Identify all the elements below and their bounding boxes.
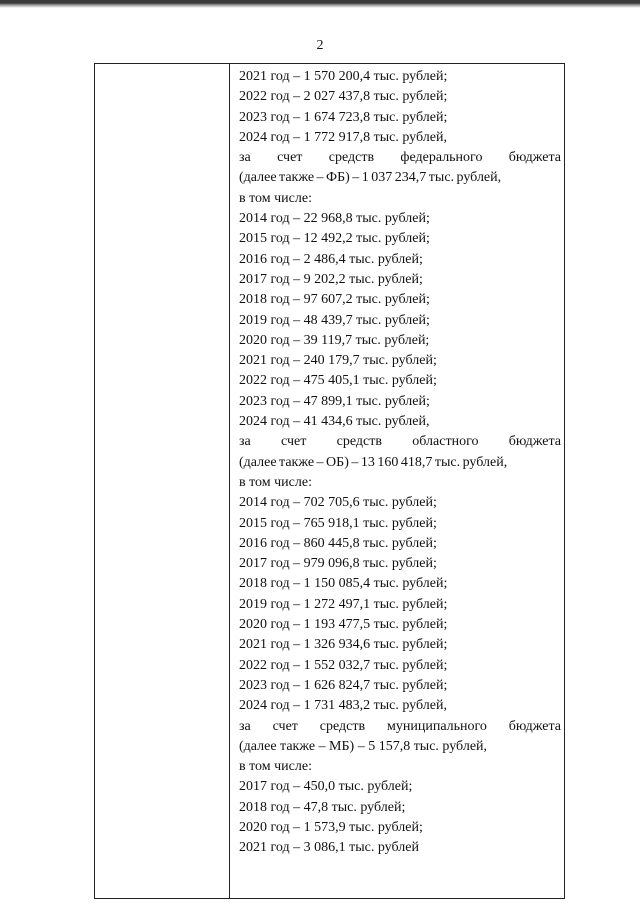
funding-line: 2024 год – 41 434,6 тыс. рублей, — [239, 414, 430, 430]
funding-line: 2021 год – 1 326 934,6 тыс. рублей; — [239, 637, 448, 653]
funding-line: 2018 год – 47,8 тыс. рублей; — [239, 799, 406, 815]
funding-line: в том числе: — [239, 759, 312, 775]
regional-budget-total: (далее также – ОБ) – 13 160 418,7 тыс. рублей, — [239, 454, 508, 470]
table-right-cell — [230, 64, 564, 898]
funding-line: 2022 год – 2 027 437,8 тыс. рублей; — [239, 89, 448, 105]
municipal-budget-heading: за счет средств муниципального бюджета — [239, 718, 561, 734]
funding-line: 2024 год – 1 772 917,8 тыс. рублей, — [239, 129, 447, 145]
funding-line: 2017 год – 979 096,8 тыс. рублей; — [239, 556, 437, 572]
funding-line: 2023 год – 1 626 824,7 тыс. рублей; — [239, 677, 448, 693]
funding-line: 2021 год – 1 570 200,4 тыс. рублей; — [239, 69, 448, 84]
funding-line: 2016 год – 860 445,8 тыс. рублей; — [239, 535, 437, 551]
funding-line: 2022 год – 475 405,1 тыс. рублей; — [239, 373, 437, 389]
funding-line: 2022 год – 1 552 032,7 тыс. рублей; — [239, 657, 448, 673]
funding-line: 2016 год – 2 486,4 тыс. рублей; — [239, 251, 423, 267]
funding-line: 2014 год – 22 968,8 тыс. рублей; — [239, 211, 430, 227]
funding-line: 2020 год – 39 119,7 тыс. рублей; — [239, 332, 430, 348]
funding-line: 2024 год – 1 731 483,2 тыс. рублей, — [239, 698, 447, 714]
federal-budget-total: (далее также – ФБ) – 1 037 234,7 тыс. рублей, — [239, 170, 502, 186]
funding-line: 2023 год – 1 674 723,8 тыс. рублей; — [239, 109, 448, 125]
funding-lines — [239, 67, 561, 859]
funding-line: 2019 год – 1 272 497,1 тыс. рублей; — [239, 596, 448, 612]
funding-table — [94, 63, 565, 899]
funding-line: 2019 год – 48 439,7 тыс. рублей; — [239, 312, 430, 328]
funding-line: 2020 год – 1 573,9 тыс. рублей; — [239, 819, 423, 835]
funding-line: 2015 год – 765 918,1 тыс. рублей; — [239, 515, 437, 531]
funding-line: 2018 год – 1 150 085,4 тыс. рублей; — [239, 576, 448, 592]
table-left-cell — [95, 64, 230, 898]
funding-line: 2018 год – 97 607,2 тыс. рублей; — [239, 292, 430, 308]
funding-line: 2021 год – 240 179,7 тыс. рублей; — [239, 353, 437, 369]
page-number: 2 — [316, 38, 324, 53]
scan-edge — [0, 0, 640, 8]
funding-line: 2017 год – 450,0 тыс. рублей; — [239, 779, 413, 795]
municipal-budget-total: (далее также – МБ) – 5 157,8 тыс. рублей, — [239, 738, 488, 754]
funding-line: 2021 год – 3 086,1 тыс. рублей — [239, 840, 419, 856]
regional-budget-heading: за счет средств областного бюджета — [239, 434, 561, 450]
funding-line: 2017 год – 9 202,2 тыс. рублей; — [239, 271, 423, 287]
funding-line: 2020 год – 1 193 477,5 тыс. рублей; — [239, 617, 448, 633]
funding-line: 2015 год – 12 492,2 тыс. рублей; — [239, 231, 430, 247]
federal-budget-heading: за счет средств федерального бюджета — [239, 150, 561, 166]
funding-line: 2023 год – 47 899,1 тыс. рублей; — [239, 393, 430, 409]
funding-line: 2014 год – 702 705,6 тыс. рублей; — [239, 495, 437, 511]
funding-line: в том числе: — [239, 474, 312, 490]
funding-line: в том числе: — [239, 190, 312, 206]
